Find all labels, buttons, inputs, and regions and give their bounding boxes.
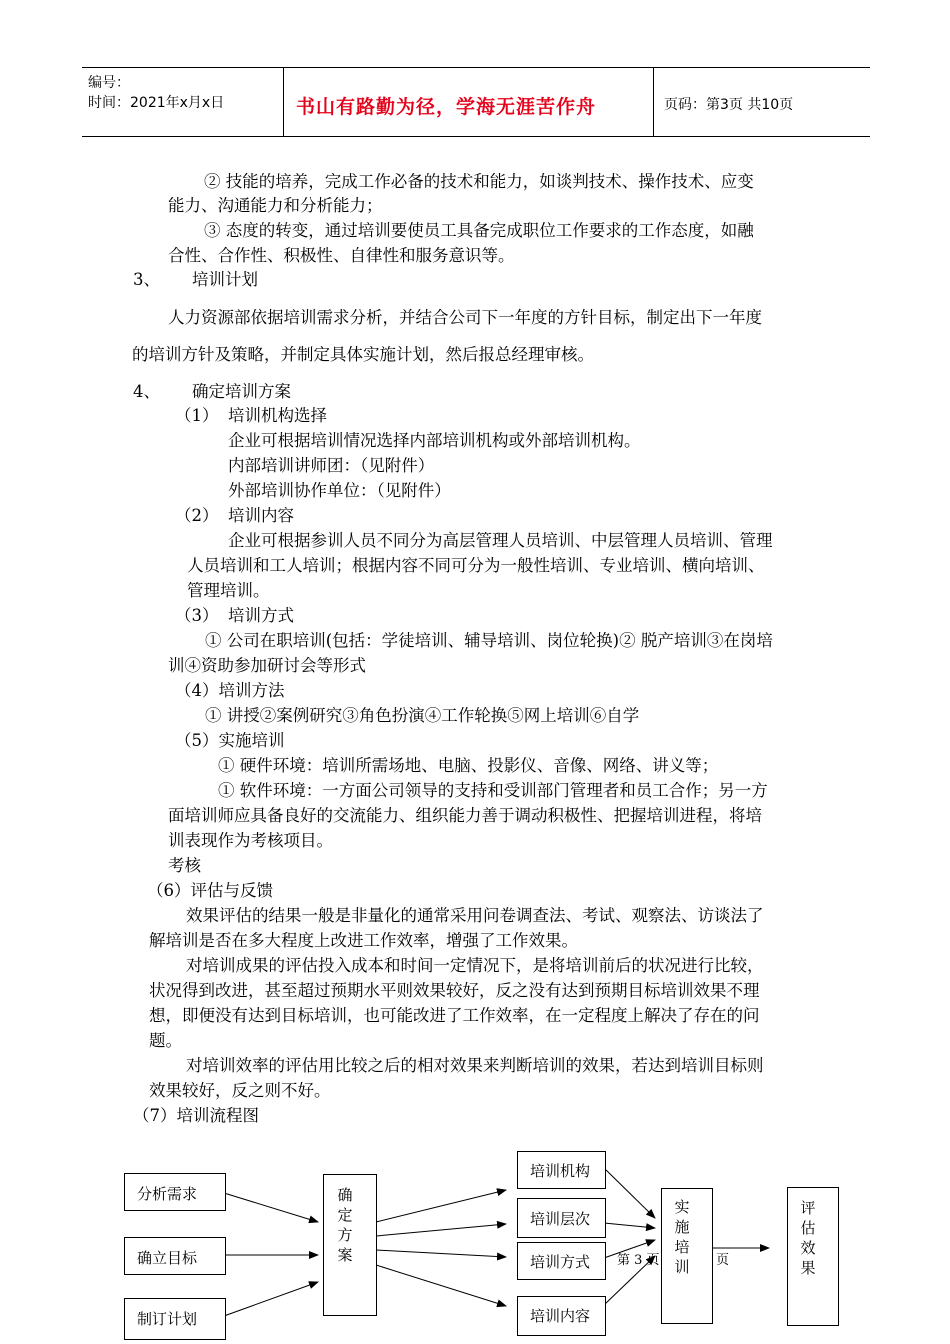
text-line: 想，即便没有达到目标培训，也可能改进了工作效率，在一定程度上解决了存在的问 [149, 1006, 760, 1025]
section-heading: 培训计划 [192, 270, 258, 289]
text-line: 人员培训和工人培训；根据内容不同可分为一般性培训、专业培训、横向培训、 [187, 556, 765, 575]
header-page-info: 页码：第3页 共10页 [664, 97, 794, 113]
header-time-label: 时间：2021年x月x日 [88, 95, 225, 111]
text-line: 题。 [149, 1031, 182, 1050]
flow-box-label: 培训层次 [530, 1210, 591, 1228]
text-line: 训④资助参加研讨会等形式 [168, 656, 366, 675]
page-footer-right: 页 [716, 1253, 730, 1268]
text-line: 外部培训协作单位：（见附件） [228, 481, 451, 500]
flow-box-label: 培训机构 [530, 1162, 591, 1180]
section-number: 4、 [133, 382, 160, 401]
subsection-heading: （5）实施培训 [175, 731, 285, 750]
text-line: 训表现作为考核项目。 [168, 831, 333, 850]
text-line: ① 公司在职培训(包括：学徒培训、辅导培训、岗位轮换)② 脱产培训③在岗培 [205, 631, 773, 650]
subsection-number: （3） [175, 606, 219, 625]
text-line: 面培训师应具备良好的交流能力、组织能力善于调动积极性、把握培训进程，将培 [168, 806, 762, 825]
text-line: 状况得到改进，甚至超过预期水平则效果较好，反之没有达到预期目标培训效果不理 [149, 981, 760, 1000]
section-number: 3、 [133, 270, 160, 289]
text-line: 效果较好，反之则不好。 [149, 1081, 331, 1100]
flow-box-content [517, 1296, 606, 1336]
flow-box-label: 培训方式 [530, 1253, 591, 1271]
text-line: 企业可根据培训情况选择内部培训机构或外部培训机构。 [228, 431, 641, 450]
section-heading: 确定培训方案 [192, 382, 291, 401]
flow-box-label: 确定方案 [337, 1186, 353, 1264]
text-line: 解培训是否在多大程度上改进工作效率，增强了工作效果。 [149, 931, 578, 950]
text-line: ① 软件环境：一方面公司领导的支持和受训部门管理者和员工合作；另一方 [218, 781, 768, 800]
subsection-heading: 培训方式 [228, 606, 294, 625]
flow-box-analyze-needs [124, 1173, 226, 1211]
flow-box-label: 分析需求 [137, 1185, 198, 1203]
text-line: 对培训成果的评估投入成本和时间一定情况下，是将培训前后的状况进行比较， [186, 956, 764, 975]
text-line: 人力资源部依据培训需求分析，并结合公司下一年度的方针目标，制定出下一年度 [168, 308, 762, 327]
flow-box-label: 培训内容 [530, 1307, 591, 1325]
text-line: 企业可根据参训人员不同分为高层管理人员培训、中层管理人员培训、管理 [228, 531, 773, 550]
text-line: 合性、合作性、积极性、自律性和服务意识等。 [168, 246, 515, 265]
flow-box-set-goals [124, 1237, 226, 1275]
text-line: 效果评估的结果一般是非量化的通常采用问卷调查法、考试、观察法、访谈法了 [186, 906, 764, 925]
text-line: 能力、沟通能力和分析能力； [168, 196, 383, 215]
header-motto: 书山有路勤为径，学海无涯苦作舟 [296, 96, 597, 118]
flow-box-method [517, 1242, 606, 1280]
subsection-number: （2） [175, 506, 219, 525]
subsection-heading: （4）培训方法 [175, 681, 285, 700]
flow-box-make-plan [124, 1298, 226, 1340]
text-line: 考核 [168, 856, 201, 875]
page-footer-left: 第 3 页 [617, 1253, 660, 1268]
flow-box-label: 评估效果 [800, 1199, 816, 1277]
flow-box-label: 确立目标 [137, 1249, 198, 1267]
text-line: ② 技能的培养，完成工作必备的技术和能力，如谈判技术、操作技术、应变 [204, 172, 754, 191]
text-line: ③ 态度的转变，通过培训要使员工具备完成职位工作要求的工作态度，如融 [204, 221, 754, 240]
subsection-heading: （7）培训流程图 [133, 1106, 259, 1125]
flow-box-institution [517, 1151, 606, 1189]
subsection-heading: 培训机构选择 [228, 406, 327, 425]
flow-box-level [517, 1198, 606, 1238]
flow-box-label: 制订计划 [137, 1310, 198, 1328]
subsection-heading: 培训内容 [228, 506, 294, 525]
flow-box-label: 实施培训 [674, 1198, 690, 1276]
flow-box-evaluate [787, 1187, 839, 1326]
subsection-number: （1） [175, 406, 219, 425]
flow-box-implement [661, 1188, 713, 1324]
text-line: 的培训方针及策略，并制定具体实施计划，然后报总经理审核。 [132, 345, 594, 364]
text-line: 对培训效率的评估用比较之后的相对效果来判断培训的效果，若达到培训目标则 [186, 1056, 764, 1075]
subsection-heading: （6）评估与反馈 [147, 881, 273, 900]
text-line: ① 讲授②案例研究③角色扮演④工作轮换⑤网上培训⑥自学 [205, 706, 640, 725]
header-code-label: 编号： [88, 75, 130, 91]
text-line: 内部培训讲师团：（见附件） [228, 456, 435, 475]
text-line: ① 硬件环境：培训所需场地、电脑、投影仪、音像、网络、讲义等； [218, 756, 719, 775]
text-line: 管理培训。 [187, 581, 270, 600]
flow-box-decide-plan [323, 1174, 377, 1316]
